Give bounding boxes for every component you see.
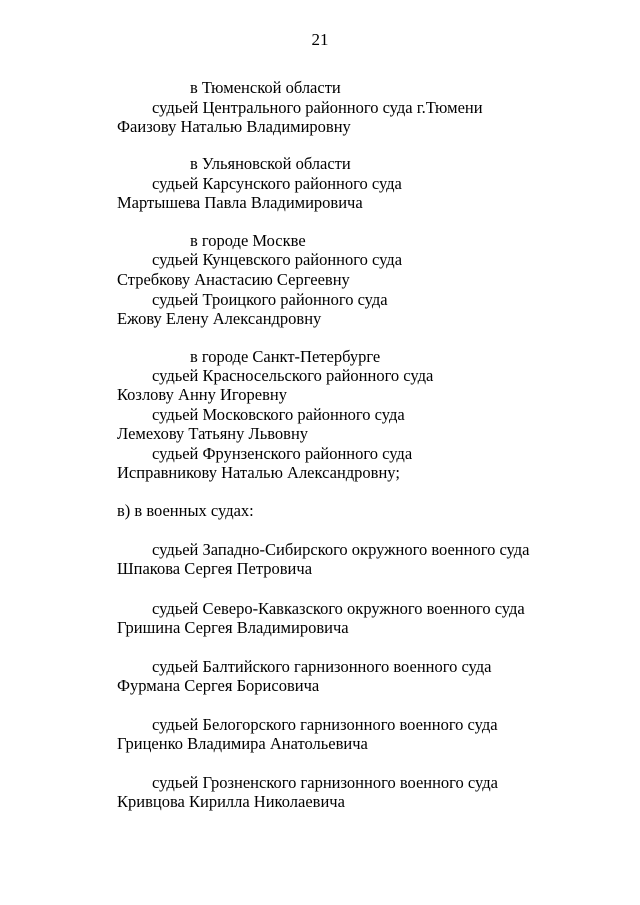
- judge-name: Ежову Елену Александровну: [117, 309, 322, 328]
- military-section-heading: в) в военных судах:: [117, 501, 254, 520]
- court-line: судьей Красносельского районного суда: [152, 366, 434, 385]
- court-line: судьей Северо-Кавказского окружного военного суда: [152, 599, 525, 618]
- judge-name: Лемехову Татьяну Львовну: [117, 424, 309, 443]
- region-heading: в городе Санкт-Петербурге: [190, 347, 381, 366]
- court-line: судьей Карсунского районного суда: [152, 174, 402, 193]
- court-line: судьей Фрунзенского районного суда: [152, 444, 413, 463]
- court-line: судьей Западно-Сибирского окружного военного суда: [152, 540, 530, 559]
- judge-name: Стребкову Анастасию Сергеевну: [117, 270, 350, 289]
- court-line: судьей Троицкого районного суда: [152, 290, 388, 309]
- judge-name: Исправникову Наталью Александровну;: [117, 463, 400, 482]
- court-line: судьей Белогорского гарнизонного военного суда: [152, 715, 498, 734]
- judge-name: Шпакова Сергея Петровича: [117, 559, 313, 578]
- region-heading: в городе Москве: [190, 231, 306, 250]
- page-number: 21: [311, 30, 329, 49]
- judge-name: Фурмана Сергея Борисовича: [117, 676, 320, 695]
- region-heading: в Ульяновской области: [190, 154, 351, 173]
- court-line: судьей Центрального районного суда г.Тюмени: [152, 98, 483, 117]
- court-line: судьей Грозненского гарнизонного военного суда: [152, 773, 498, 792]
- judge-name: Кривцова Кирилла Николаевича: [117, 792, 345, 811]
- region-heading: в Тюменской области: [190, 78, 341, 97]
- judge-name: Гришина Сергея Владимировича: [117, 618, 349, 637]
- judge-name: Мартышева Павла Владимировича: [117, 193, 363, 212]
- judge-name: Козлову Анну Игоревну: [117, 385, 287, 404]
- court-line: судьей Балтийского гарнизонного военного суда: [152, 657, 492, 676]
- judge-name: Фаизову Наталью Владимировну: [117, 117, 351, 136]
- court-line: судьей Московского районного суда: [152, 405, 405, 424]
- court-line: судьей Кунцевского районного суда: [152, 250, 403, 269]
- judge-name: Гриценко Владимира Анатольевича: [117, 734, 368, 753]
